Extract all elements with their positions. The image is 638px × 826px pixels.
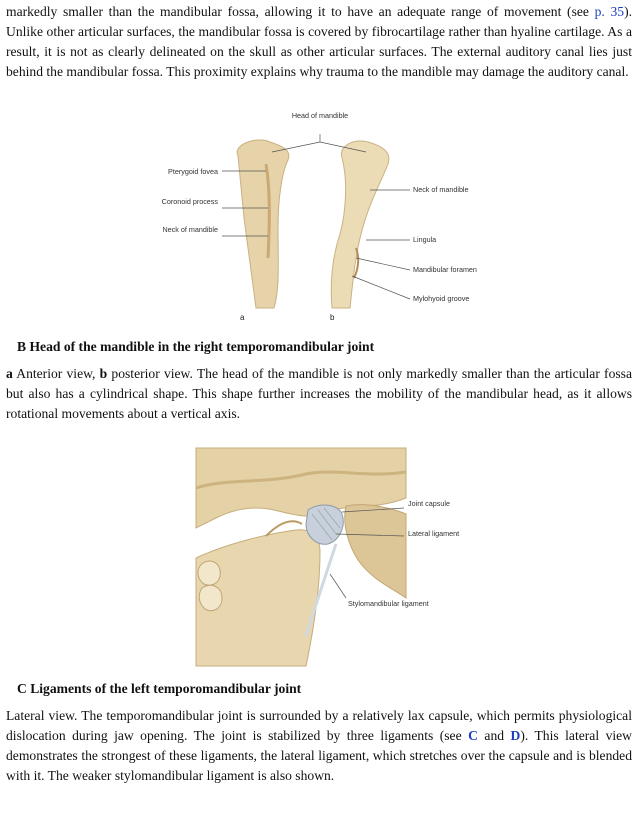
intro-paragraph: [6, 2, 632, 82]
label-lingula: Lingula: [413, 235, 437, 244]
panel-b-marker: b: [99, 366, 108, 381]
label-neck-left: Neck of mandible: [162, 225, 218, 234]
page-link[interactable]: p. 35: [594, 4, 625, 19]
mandible-head-anterior: [237, 140, 289, 308]
figure-c-caption: C Ligaments of the left temporomandibular joint: [17, 681, 302, 696]
figure-b-caption: B Head of the mandible in the right temporomandibular joint: [17, 339, 375, 354]
figure-c-description: [6, 706, 632, 786]
desc-c-text-2: ). This lateral view demonstrates the strongest of these ligaments, the lateral ligament, which stretches over the capsule and is blended with it. The weaker stylomandibular ligament is also shown.: [6, 728, 632, 783]
label-panel-a: a: [240, 313, 245, 322]
label-mylohyoid-groove: Mylohyoid groove: [413, 294, 470, 303]
desc-text-a: Anterior view,: [12, 366, 100, 381]
ref-d-link[interactable]: D: [510, 728, 521, 743]
figure-c-tmj-ligaments: [196, 448, 464, 666]
label-lateral-ligament: Lateral ligament: [408, 529, 460, 538]
ref-c-link[interactable]: C: [468, 728, 478, 743]
intro-text-1: markedly smaller than the mandibular fossa, allowing it to have an adequate range of movement (see: [6, 4, 595, 19]
desc-text-b: posterior view. The head of the mandible is not only markedly smaller than the articular fossa but also has a cylindrical shape. This shape further increases the mobility of the mandibular head, as it allows rotational movements about a vertical axis.: [6, 366, 632, 421]
label-mandibular-foramen: Mandibular foramen: [413, 265, 477, 274]
figure-b-description: [6, 364, 632, 424]
label-joint-capsule: Joint capsule: [408, 499, 450, 508]
mandible-head-posterior: [331, 141, 389, 308]
label-stylomandibular-ligament: Stylomandibular ligament: [348, 599, 429, 608]
figure-b-mandible-heads: [161, 108, 477, 326]
label-neck-right: Neck of mandible: [413, 185, 469, 194]
label-coronoid-process: Coronoid process: [161, 197, 218, 206]
desc-c-text-1: Lateral view. The temporomandibular joint is surrounded by a relatively lax capsule, which permits physiological dislocation during jaw opening. The joint is stabilized by three ligaments (see: [6, 708, 632, 743]
label-pterygoid-fovea: Pterygoid fovea: [168, 167, 218, 176]
panel-a-marker: a: [6, 366, 13, 381]
label-panel-b: b: [330, 313, 335, 322]
desc-c-and: and: [477, 728, 511, 743]
intro-text-2: ). Unlike other articular surfaces, the mandibular fossa is covered by fibrocartilage rather than hyaline cartilage. As a result, it is not as clearly delineated on the skull as other articular surfaces. The external auditory canal lies just behind the mandibular fossa. This proximity explains why trauma to the mandible may damage the auditory canal.: [6, 4, 633, 79]
label-head-of-mandible: Head of mandible: [291, 111, 349, 120]
